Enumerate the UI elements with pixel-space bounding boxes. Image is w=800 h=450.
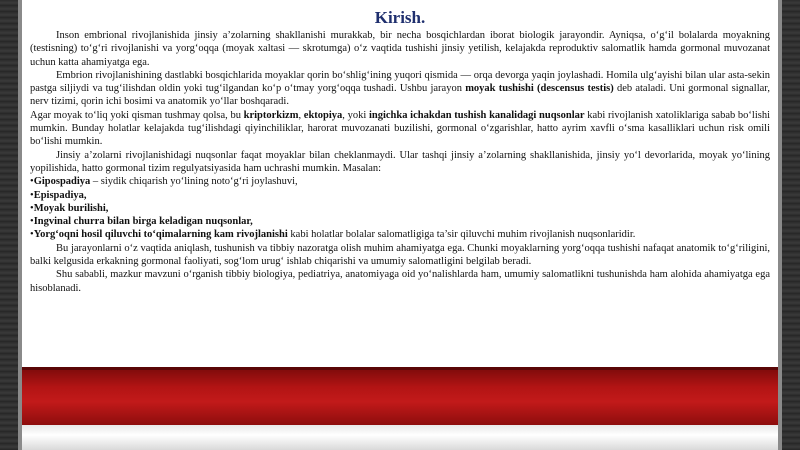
p3-bold-kriptorkizm: kriptorkizm	[243, 109, 299, 121]
p3-text-a: Agar moyak to‘liq yoki qisman tushmay qolsa, bu	[30, 109, 244, 121]
bullet-icon: •	[30, 202, 34, 214]
p2-text-a: Embrion rivojlanishining dastlabki bosqichlarida moyaklar qorin bo‘shlig‘ining yuqori qismida — orqa devorga yaqin joylashadi. Homila ulg‘ayishi bilan ular asta-sekin pastga siljiydi va tug‘ilishdan oldin yoki tug‘ilgandan ko‘p o‘tmay yorg‘oqqa tushadi. Ushbu jarayon	[30, 69, 770, 95]
p3-bold-nuqsonlar: ingichka ichakdan tushish kanalidagi nuqsonlar	[368, 109, 585, 121]
p3-text-e: , yoki	[342, 109, 369, 121]
list-item	[30, 202, 770, 215]
slide-title: Kirish.	[374, 8, 426, 27]
list-item-term: Ingvinal churra bilan birga keladigan nuqsonlar	[33, 216, 251, 228]
list-item-term: Epispadiya	[33, 189, 84, 201]
paragraph-3	[30, 109, 770, 149]
paragraph-1: Inson embrional rivojlanishida jinsiy a’zolarning shakllanishi murakkab, bir necha bosqichlardan iborat biologik jarayondir. Ayniqsa, o‘g‘il bolalarda moyakning (testisning) to‘g‘ri rivojlanishi va yorg‘oqqa (moyak xaltasi — skrotumga) o‘z vaqtida tushishi jinsiy yetilish, kelajakda reproduktiv salomatlik hamda gormonal muvozanat uchun katta ahamiyatga ega.	[30, 30, 770, 68]
list-item-comma: ,	[83, 189, 87, 201]
bullet-icon: •	[30, 176, 34, 188]
list-item-text: kabi holatlar bolalar salomatligiga ta’sir qiluvchi muhim rivojlanish nuqsonlaridir.	[287, 229, 636, 241]
paragraph-6: Shu sababli, mazkur mavzuni o‘rganish tibbiy biologiya, pediatriya, anatomiyaga oid yo‘nalishlarda ham, umumiy salomatlikni tushunishda ham alohida ahamiyatga ega hisoblanadi.	[30, 269, 770, 294]
p3-text-c: ,	[298, 109, 304, 121]
p3-bold-ektopiya: ektopiya	[303, 109, 343, 121]
list-item	[30, 215, 770, 228]
list-item	[30, 228, 770, 241]
list-item-term: Yorg‘oqni hosil qiluvchi to‘qimalarning kam rivojlanishi	[33, 229, 288, 241]
list-item-comma: ,	[250, 216, 253, 228]
bullet-icon: •	[30, 229, 34, 241]
decorative-red-band	[22, 367, 778, 425]
paragraph-4: Jinsiy a’zolarni rivojlanishidagi nuqsonlar faqat moyaklar bilan cheklanmaydi. Ular tashqi jinsiy a’zolarning shakllanishida, jinsiy yo‘l devorlarida, moyak yo‘lining yopilishida, hatto gormonal tizim regulyatsiyasida ham uchrashi mumkin. Masalan:	[30, 149, 770, 174]
list-item-term: Gipospadiya	[33, 176, 91, 188]
list-item-comma: ,	[105, 202, 109, 214]
paragraph-5: Bu jarayonlarni o‘z vaqtida aniqlash, tushunish va tibbiy nazoratga olish muhim ahamiyatga ega. Chunki moyaklarning yorg‘oqqa tushishi nafaqat anatomik to‘g‘riligini, balki kelgusida erkakning gormonal faoliyati, sog‘lom urug‘ ishlab chiqarishi va umumiy salomatligini belgilab beradi.	[30, 242, 770, 268]
p2-bold-term: moyak tushishi (descensus testis)	[465, 83, 614, 95]
p2-text-c: deb ataladi. Uni gormonal signallar, nerv tizimi, qorin ichi bosimi va anatomik yo‘llar boshqaradi.	[30, 83, 770, 108]
list-item	[30, 175, 770, 188]
slide-frame-left	[0, 0, 22, 450]
bullet-icon: •	[30, 189, 34, 201]
list-item-text: – siydik chiqarish yo‘lining noto‘g‘ri joylashuvi,	[90, 176, 298, 188]
decorative-bottom-strip	[22, 425, 778, 450]
list-item	[30, 189, 770, 202]
slide-content	[30, 8, 770, 295]
slide-frame-right	[778, 0, 800, 450]
list-item-term: Moyak burilishi	[33, 202, 106, 214]
p3-text-g: kabi rivojlanish xatoliklariga sabab bo‘lishi mumkin. Bunday holatlar kelajakda tug‘ilishdagi qiyinchiliklar, harorat muvozanati buzilishi, gormonal o‘zgarishlar, hatto ayrim xavfli o‘sma kasalliklari uchun risk omili bo‘lishi mumkin.	[30, 109, 771, 148]
paragraph-2	[30, 69, 770, 109]
bullet-icon: •	[30, 216, 34, 228]
